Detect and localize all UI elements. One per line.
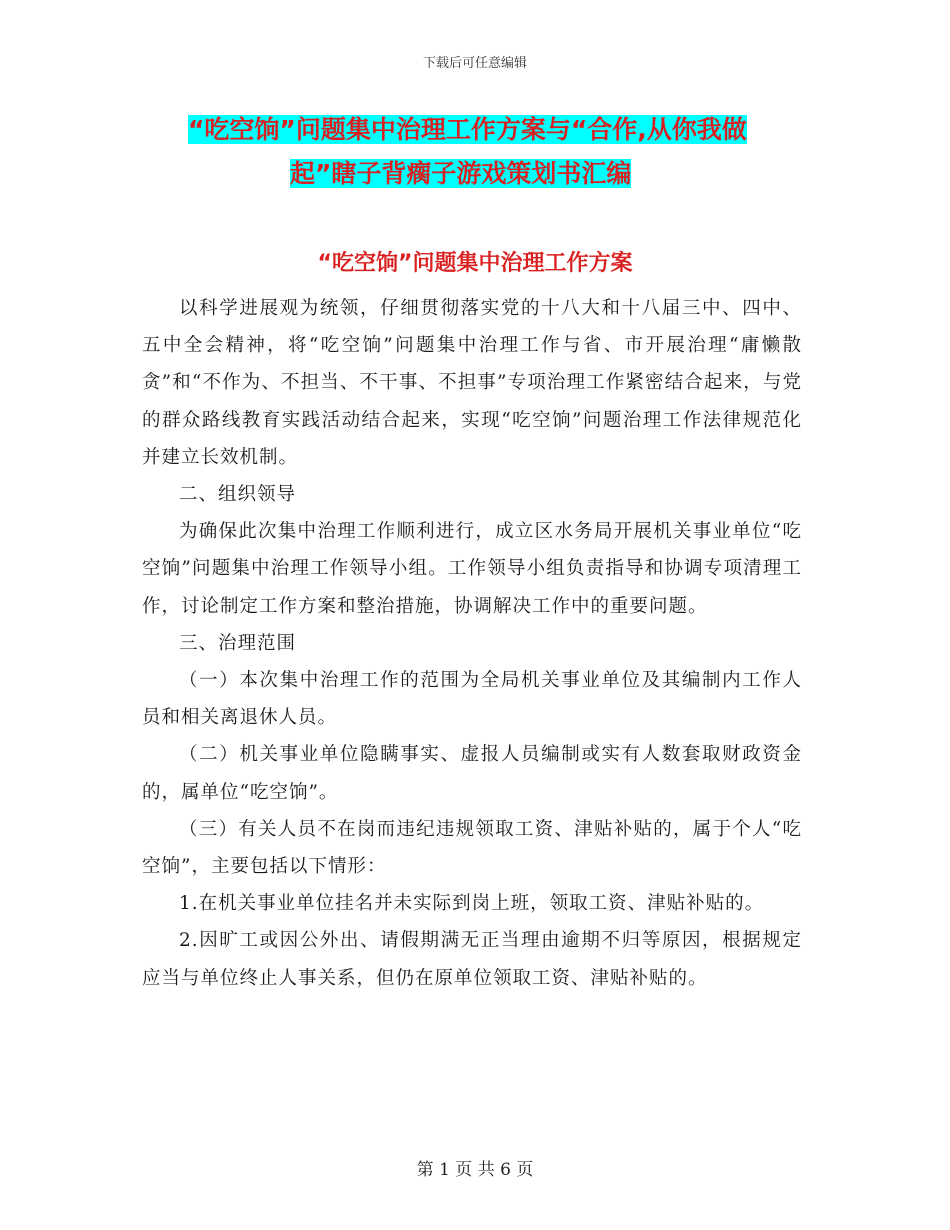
paragraph: （三）有关人员不在岗而违纪违规领取工资、津贴补贴的，属于个人“吃空饷”，主要包括以下情形： [142,818,802,878]
list-item: 1.在机关事业单位挂名并未实际到岗上班，领取工资、津贴补贴的。 [179,893,765,915]
paragraph: 以科学进展观为统领，仔细贯彻落实党的十八大和十八届三中、四中、五中全会精神，将“吃空饷”问题集中治理工作与省、市开展治理“庸懒散贪”和“不作为、不担当、不干事、不担事”专项治理工作紧密结合起来，与党的群众路线教育实践活动结合起来，实现“吃空饷”问题治理工作法律规范化并建立长效机制。 [142,298,802,468]
paragraph: 为确保此次集中治理工作顺利进行，成立区水务局开展机关事业单位“吃空饷”问题集中治理工作领导小组。工作领导小组负责指导和协调专项清理工作，讨论制定工作方案和整治措施，协调解决工作中的重要问题。 [142,521,802,617]
section-subtitle: “吃空饷”问题集中治理工作方案 [317,251,633,276]
page-number-footer: 第 1 页 共 6 页 [416,1160,534,1180]
page-header-note: 下载后可任意编辑 [422,56,527,71]
title-line-2: 起”瞎子背瘸子游戏策划书汇编 [290,159,632,188]
document-title [188,108,828,196]
title-line-1: “吃空饷”问题集中治理工作方案与“合作,从你我做 [188,115,747,144]
section-heading: 三、治理范围 [179,632,297,654]
paragraph: （一）本次集中治理工作的范围为全局机关事业单位及其编制内工作人员和相关离退休人员。 [142,670,802,729]
document-body [142,290,802,997]
list-item: 2.因旷工或因公外出、请假期满无正当理由逾期不归等原因，根据规定应当与单位终止人事关系，但仍在原单位领取工资、津贴补贴的。 [142,930,802,989]
section-heading: 二、组织领导 [179,484,297,506]
paragraph: （二）机关事业单位隐瞒事实、虚报人员编制或实有人数套取财政资金的，属单位“吃空饷”。 [142,744,802,803]
